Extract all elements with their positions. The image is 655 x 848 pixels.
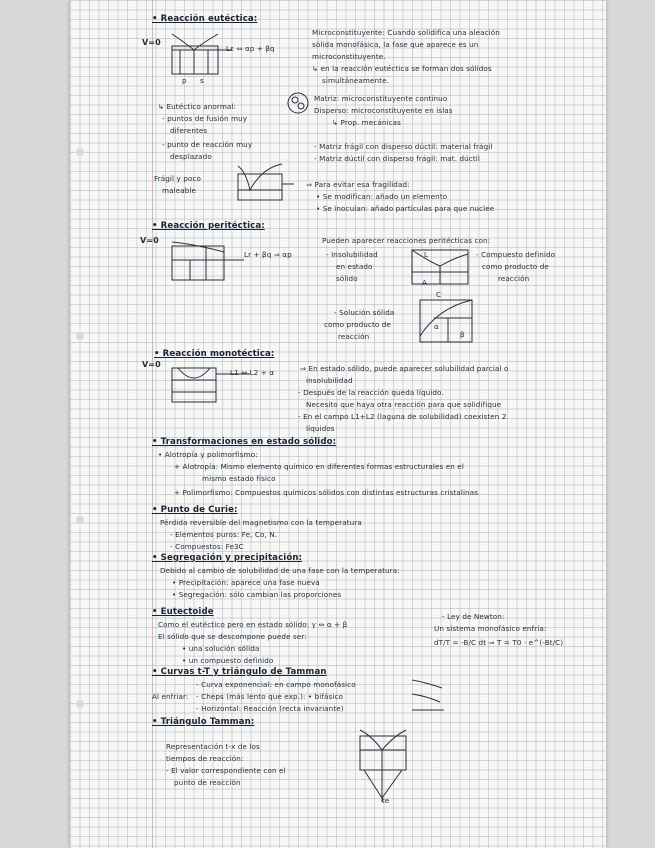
peritectic-note: - Insolubilidad: [326, 250, 378, 259]
avoid-fragility: • Se inoculan: añado partículas para que nuclee: [316, 204, 495, 213]
curie-line: - Compuestos: Fe3C: [170, 542, 244, 551]
eutectic-label-p: p: [182, 76, 187, 85]
monotectic-variance: V=0: [142, 360, 161, 369]
compound-label-a: A: [422, 278, 428, 287]
newton-law: - Ley de Newton:: [442, 612, 505, 621]
segregation-line: • Segregación: sólo cambian las proporciones: [172, 590, 342, 599]
transformations-title: • Transformaciones en estado sólido:: [152, 437, 337, 447]
tamman-line: - El valor correspondiente con el: [166, 766, 286, 775]
peritectic-note: como producto de: [482, 262, 549, 271]
fragile-note: maleable: [162, 186, 197, 195]
eutectoid-title: • Eutectoide: [152, 607, 214, 617]
curves-line: - Horizontal: Reacción (recta invariante): [196, 704, 344, 713]
peritectic-equation: Lr + βq ⇒ αp: [244, 250, 292, 259]
curves-line: - Cheps (más lento que exp.): • bifásico: [196, 692, 344, 701]
peritectic-note: - Compuesto definido: [476, 250, 556, 259]
peritectic-note: como producto de: [324, 320, 391, 329]
abnormal-eutectic: - punto de reacción muy: [162, 140, 253, 149]
eutectic-title: • Reacción eutéctica:: [152, 14, 258, 24]
curves-prefix: Al enfriar:: [152, 692, 189, 701]
eutectic-note: simultáneamente.: [322, 76, 390, 85]
fragile-note: Frágil y poco: [154, 174, 201, 183]
monotectic-note: - En el campo L1+L2 (laguna de solubilidad) coexisten 2: [298, 412, 507, 421]
peritectic-note: en estado: [336, 262, 373, 271]
monotectic-title: • Reacción monotéctica:: [154, 349, 275, 359]
segregation-line: • Precipitación: aparece una fase nueva: [172, 578, 320, 587]
compound-label-c: C: [436, 290, 442, 299]
eutectic-note: sólida monofásica, la fase que aparece es un: [312, 40, 479, 49]
tamman-title: • Triángulo Tamman:: [152, 717, 255, 727]
eutectic-note: Disperso: microconstituyente en islas: [314, 106, 453, 115]
transformations-line: + Alotropía: Mismo elemento químico en diferentes formas estructurales en el: [174, 462, 464, 471]
monotectic-note: ⇒ En estado sólido, puede aparecer solubilidad parcial o: [300, 364, 509, 373]
curie-line: Pérdida reversible del magnetismo con la temperatura: [160, 518, 362, 527]
abnormal-eutectic: diferentes: [170, 126, 208, 135]
binder-hole: [76, 332, 84, 340]
solid-solution-label-beta: β: [460, 330, 465, 339]
binder-hole: [76, 700, 84, 708]
eutectic-label-s: s: [200, 76, 204, 85]
abnormal-eutectic: ↳ Eutéctico anormal:: [158, 102, 237, 111]
monotectic-note: - Después de la reacción queda líquido.: [298, 388, 444, 397]
peritectic-note: Pueden aparecer reacciones peritécticas con:: [322, 236, 491, 245]
monotectic-note: insolubilidad: [306, 376, 353, 385]
mechanical-prop: - Matriz dúctil con disperso frágil: mat. dúctil: [314, 154, 480, 163]
tamman-line: tiempos de reacción:: [166, 754, 244, 763]
newton-law: Un sistema monofásico enfría:: [434, 624, 547, 633]
compound-label-l: L: [424, 250, 429, 259]
curves-title: • Curvas t-T y triángulo de Tamman: [152, 667, 327, 677]
tamman-line: Representación t-x de los: [166, 742, 260, 751]
transformations-line: • Alotropía y polimorfismo:: [158, 450, 258, 459]
newton-law: dT/T = -B/C dt ⇒ T = T0 · e^(-Bt/C): [434, 638, 564, 647]
transformations-line: mismo estado físico: [202, 474, 276, 483]
tamman-label-te: te: [382, 796, 390, 805]
avoid-fragility: • Se modifican: añado un elemento: [316, 192, 448, 201]
segregation-title: • Segregación y precipitación:: [152, 553, 303, 563]
abnormal-eutectic: - puntos de fusión muy: [162, 114, 248, 123]
peritectic-phase-diagram: [170, 234, 250, 284]
monotectic-note: líquidos: [306, 424, 335, 433]
peritectic-title: • Reacción peritéctica:: [152, 221, 265, 231]
peritectic-note: sólido: [336, 274, 358, 283]
monotectic-equation: L1 ⇔ L2 + α: [230, 368, 275, 377]
monotectic-note: Necesito que haya otra reacción para que solidifique: [306, 400, 502, 409]
tamman-line: punto de reacción: [174, 778, 241, 787]
eutectic-note: microconstituyente.: [312, 52, 386, 61]
eutectoid-line: • una solución sólida: [182, 644, 260, 653]
eutectic-note: ↳ en la reacción eutéctica se forman dos sólidos: [312, 64, 492, 73]
peritectic-variance: V=0: [140, 236, 159, 245]
solid-solution-diagram: [418, 296, 478, 346]
cooling-curves-sketch: [410, 676, 450, 718]
mechanical-prop: - Matriz frágil con disperso dúctil: material frágil: [314, 142, 493, 151]
curie-title: • Punto de Curie:: [152, 505, 238, 515]
curves-line: - Curva exponencial: en campo monofásico: [196, 680, 356, 689]
eutectic-note: ↳ Prop. mecánicas: [332, 118, 401, 127]
abnormal-eutectic: desplazado: [170, 152, 212, 161]
solid-solution-label-alpha: α: [434, 322, 439, 331]
eutectic-note: Microconstituyente: Cuando solidifica una aleación: [312, 28, 500, 37]
eutectic-equation: Lε ⇔ αp + βq: [226, 44, 275, 53]
microstructure-circle: [286, 90, 310, 116]
peritectic-note: reacción: [338, 332, 370, 341]
peritectic-note: - Solución sólida: [334, 308, 395, 317]
compound-diagram: [410, 244, 474, 288]
notebook-page: [70, 0, 606, 848]
curie-line: - Elementos puros: Fe, Co, N.: [170, 530, 278, 539]
eutectoid-line: • un compuesto definido: [182, 656, 274, 665]
segregation-line: Debido al cambio de solubilidad de una fase con la temperatura:: [160, 566, 400, 575]
eutectic-variance: V=0: [142, 38, 161, 47]
abnormal-eutectic-diagram: [236, 160, 296, 204]
binder-hole: [76, 516, 84, 524]
binder-hole: [76, 148, 84, 156]
eutectoid-line: Como el eutéctico pero en estado sólido: γ ⇔ α + β: [158, 620, 348, 629]
peritectic-note: reacción: [498, 274, 530, 283]
avoid-fragility: ⇒ Para evitar esa fragilidad:: [306, 180, 410, 189]
eutectic-phase-diagram: [170, 28, 240, 78]
eutectoid-line: El sólido que se descompone puede ser:: [158, 632, 307, 641]
eutectic-note: Matriz: microconstituyente continuo: [314, 94, 448, 103]
transformations-line: + Polimorfismo: Compuestos químicos sólidos con distintas estructuras cristalinas: [174, 488, 479, 497]
